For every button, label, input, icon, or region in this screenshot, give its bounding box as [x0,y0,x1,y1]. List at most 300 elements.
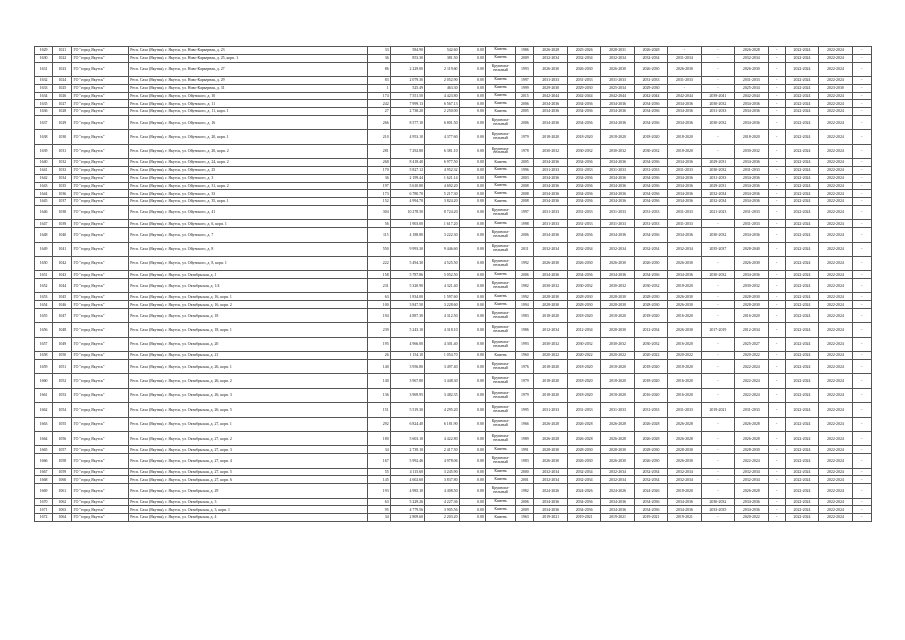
table-cell-address: Респ. Саха (Якутия), г. Якутск, ул. Октябрьская, д. 21 [129,352,368,360]
table-cell-area-3: 381.50 [425,54,459,62]
table-cell-area-1: 152 [368,198,390,206]
table-cell-period-11: - [852,309,871,323]
table-cell-period-10: 2022-2024 [819,76,852,84]
table-cell-year-built: 2006 [516,498,534,506]
table-cell-period-11: - [852,205,871,219]
table-cell-period-1: 2034-2036 [534,182,567,190]
table-row [35,220,872,228]
table-cell-period-7: 2031-2033 [735,220,768,228]
table-cell-address: Респ. Саха (Якутия), г. Якутск, ул. Октябрьская, д. 1/4 [129,279,368,293]
table-cell-area-3: 4 227.36 [425,498,459,506]
table-cell-period-10: 2022-2024 [819,271,852,279]
table-cell-period-2: 2019-2021 [567,514,600,522]
table-cell-period-11: - [852,323,871,337]
table-cell-period-11: - [852,454,871,468]
table-cell-period-1: 2028-2030 [534,301,567,309]
table-cell-row-no: 1647 [35,220,53,228]
table-cell-area-2: 3 956.80 [390,360,424,374]
table-cell-address: Респ. Саха (Якутия), г. Якутск, ул. Октябрьская, д. 27, корп. 6 [129,476,368,484]
table-cell-area-1: 34 [368,514,390,522]
table-cell-period-7: 2026-2028 [735,47,768,55]
table-cell-address: Респ. Саха (Якутия), г. Якутск, ул. Октябрьская, д. 18 [129,309,368,323]
table-cell-period-6: - [701,84,734,92]
table-cell-municipality: ГО "город Якутск" [72,92,129,100]
table-cell-period-2: 2034-2036 [567,190,600,198]
table-cell-area-2: 5 787.86 [390,271,424,279]
table-cell-municipality: ГО "город Якутск" [72,352,129,360]
table-cell-period-8: - [768,92,785,100]
table-cell-period-4: 2030-2032 [634,279,667,293]
table-row [35,198,872,206]
table-cell-area-1: 173 [368,190,390,198]
table-cell-period-6: 2030-2032 [701,498,734,506]
table-cell-area-1: 239 [368,323,390,337]
table-cell-period-7: 2020-2022 [735,352,768,360]
table-cell-area-1: 174 [368,92,390,100]
table-cell-row-no: 1634 [35,92,53,100]
table-cell-row-no: 1651 [35,271,53,279]
table-cell-address: Респ. Саха (Якутия), г. Якутск, ул. Ойунского, д. 20, корп. 1 [129,130,368,144]
table-cell-area-3: 6 181.90 [425,417,459,431]
table-cell-period-9: 2022-2024 [785,256,818,270]
table-cell-area-2: 1 154.10 [390,352,424,360]
table-cell-area-4: 0.00 [459,190,485,198]
table-cell-period-7: 2022-2024 [735,360,768,374]
table-cell-row-no: 1657 [35,337,53,351]
table-cell-period-10: 2022-2024 [819,431,852,445]
table-cell-period-4: 2020-2022 [634,352,667,360]
table-cell-area-2: 4 966.00 [390,337,424,351]
table-cell-period-3: 2034-2036 [601,228,634,242]
table-cell-period-11: - [852,174,871,182]
table-cell-period-10: 2022-2024 [819,484,852,498]
table-cell-area-3: 463.30 [425,84,459,92]
table-cell-area-4: 0.00 [459,256,485,270]
table-cell-period-8: - [768,159,785,167]
table-cell-address: Респ. Саха (Якутия), г. Якутск, ул. Октябрьская, д. 27, корп. 1 [129,417,368,431]
table-cell-period-3: 2019-2021 [601,514,634,522]
table-cell-period-9: 2022-2024 [785,198,818,206]
table-cell-period-10: 2022-2024 [819,388,852,402]
table-cell-period-9: 2022-2024 [785,337,818,351]
table-cell-period-2: 2018-2020 [567,388,600,402]
table-cell-period-9: 2022-2024 [785,62,818,76]
table-cell-period-11: - [852,446,871,454]
table-cell-period-10: 2022-2024 [819,514,852,522]
table-cell-period-4: 2034-2036 [634,159,667,167]
table-cell-row-no: 1630 [35,54,53,62]
table-cell-period-4: 2028-2030 [634,446,667,454]
table-cell-address: Респ. Саха (Якутия), г. Якутск, ул. Ойунского, д. 8 [129,242,368,256]
table-cell-period-9: 2022-2024 [785,108,818,116]
table-cell-period-6: - [701,417,734,431]
table-cell-period-6: - [701,47,734,55]
table-cell-period-11: - [852,476,871,484]
table-cell-area-2: 525.49 [390,84,424,92]
table-cell-period-10: 2022-2024 [819,144,852,158]
table-cell-address: Респ. Саха (Якутия), г. Якутск, ул. Ойунского, д. 10 [129,92,368,100]
table-cell-period-2: 2018-2020 [567,309,600,323]
table-cell-year-built: 1978 [516,144,534,158]
table-cell-area-3: 3 222.30 [425,228,459,242]
table-row [35,100,872,108]
table-cell-area-4: 0.00 [459,337,485,351]
table-cell-wall-material: Камень [485,352,515,360]
table-cell-object-id: 1052 [53,374,72,388]
table-cell-period-2: 2031-2033 [567,205,600,219]
table-cell-period-9: 2022-2024 [785,130,818,144]
table-cell-period-2: 2029-2030 [567,84,600,92]
table-cell-period-1: 2018-2020 [534,309,567,323]
table-cell-period-9: 2022-2024 [785,190,818,198]
table-cell-area-3: 542.60 [425,47,459,55]
table-cell-wall-material: Камень [485,190,515,198]
table-cell-period-4: 2026-2030 [634,454,667,468]
table-cell-area-1: 140 [368,374,390,388]
table-cell-period-1: 2026-2028 [534,417,567,431]
table-cell-period-11: - [852,108,871,116]
table-cell-area-2: 1 903.00 [390,220,424,228]
table-cell-object-id: 1047 [53,309,72,323]
table-cell-wall-material: Крупнопа-нельный [485,388,515,402]
table-cell-area-1: 1 [368,84,390,92]
table-cell-period-3: 2034-2036 [601,174,634,182]
table-row [35,476,872,484]
table-cell-period-5: 2034-2036 [668,498,701,506]
table-cell-period-5: 2026-2030 [668,256,701,270]
table-cell-period-10: 2022-2024 [819,454,852,468]
table-cell-period-5: 2032-2034 [668,468,701,476]
table-cell-municipality: ГО "город Якутск" [72,198,129,206]
table-row [35,271,872,279]
table-cell-year-built: 1982 [516,279,534,293]
table-cell-period-2: 2034-2036 [567,108,600,116]
table-cell-area-3: 4 422.80 [425,431,459,445]
table-cell-period-9: 2022-2024 [785,159,818,167]
table-cell-area-2: 584.90 [390,47,424,55]
table-cell-area-3: 4 301.40 [425,337,459,351]
document-page [34,46,872,522]
table-cell-year-built: 2006 [516,115,534,129]
table-cell-area-1: 63 [368,498,390,506]
table-cell-municipality: ГО "город Якутск" [72,446,129,454]
table-cell-area-4: 0.00 [459,198,485,206]
table-cell-period-5: 2026-2030 [668,301,701,309]
table-cell-wall-material: Камень [485,301,515,309]
table-cell-period-4: 2034-2036 [634,228,667,242]
table-cell-period-5: 2026-2030 [668,323,701,337]
table-cell-period-3: 2034-2036 [601,271,634,279]
table-cell-wall-material: Камень [485,84,515,92]
table-cell-period-1: 2032-2034 [534,476,567,484]
table-cell-period-11: - [852,506,871,514]
table-cell-period-1: 2026-2030 [534,454,567,468]
table-cell-object-id: 1045 [53,293,72,301]
table-cell-period-6: 2030-2032 [701,100,734,108]
table-cell-area-4: 0.00 [459,182,485,190]
table-cell-area-2: 3 967.80 [390,374,424,388]
table-cell-address: Респ. Саха (Якутия), г. Якутск, ул. Ойунского, д. 20, корп. 2 [129,144,368,158]
table-cell-period-7: 2022-2024 [735,388,768,402]
table-cell-year-built: 1983 [516,454,534,468]
table-cell-municipality: ГО "город Якутск" [72,360,129,374]
table-cell-period-3: 2018-2020 [601,309,634,323]
table-cell-row-no: 1670 [35,498,53,506]
table-cell-period-9: 2022-2024 [785,514,818,522]
table-cell-area-4: 0.00 [459,468,485,476]
table-cell-year-built: 1979 [516,388,534,402]
table-cell-area-4: 0.00 [459,403,485,417]
table-row [35,403,872,417]
table-cell-period-6: 2030-2032 [701,228,734,242]
table-cell-municipality: ГО "город Якутск" [72,403,129,417]
table-cell-area-3: 3 837.80 [425,476,459,484]
table-cell-period-5: 2031-2033 [668,220,701,228]
table-cell-period-9: 2022-2024 [785,182,818,190]
table-cell-row-no: 1646 [35,205,53,219]
table-cell-period-4: 2030-2032 [634,144,667,158]
table-cell-period-5: 2020-2022 [668,352,701,360]
table-cell-row-no: 1662 [35,403,53,417]
table-cell-period-7: 2030-2032 [735,144,768,158]
table-cell-municipality: ГО "город Якутск" [72,76,129,84]
table-cell-period-5: 2018-2020 [668,484,701,498]
table-row [35,54,872,62]
table-cell-period-1: 2018-2020 [534,130,567,144]
table-cell-period-10: 2022-2024 [819,228,852,242]
table-cell-period-3: 2028-2030 [601,323,634,337]
table-cell-period-8: - [768,205,785,219]
table-cell-municipality: ГО "город Якутск" [72,279,129,293]
table-cell-row-no: 1633 [35,84,53,92]
table-cell-period-1: 2032-2034 [534,242,567,256]
table-cell-period-7: 2026-2030 [735,256,768,270]
table-cell-area-4: 0.00 [459,115,485,129]
table-cell-period-8: - [768,115,785,129]
table-row [35,301,872,309]
table-cell-period-4: 2018-2020 [634,130,667,144]
table-row [35,454,872,468]
table-cell-period-11: - [852,498,871,506]
table-cell-area-4: 0.00 [459,454,485,468]
table-cell-period-6: 2017-2019 [701,323,734,337]
table-cell-period-8: - [768,360,785,374]
table-cell-area-3: 4 295.20 [425,403,459,417]
table-cell-row-no: 1648 [35,228,53,242]
table-cell-municipality: ГО "город Якутск" [72,108,129,116]
table-cell-wall-material: Камень [485,166,515,174]
table-cell-period-11: - [852,468,871,476]
table-cell-area-2: 8 577.10 [390,115,424,129]
table-cell-wall-material: Крупнопа-нельный [485,242,515,256]
table-cell-year-built: 2006 [516,271,534,279]
table-cell-period-9: 2022-2024 [785,174,818,182]
table-cell-area-4: 0.00 [459,388,485,402]
table-cell-area-3: 1 597.60 [425,293,459,301]
table-cell-period-2: 2026-2028 [567,417,600,431]
table-cell-row-no: 1652 [35,279,53,293]
table-cell-period-6: - [701,360,734,374]
table-cell-object-id: 1028 [53,108,72,116]
table-cell-municipality: ГО "город Якутск" [72,431,129,445]
table-cell-period-5: 2031-2033 [668,76,701,84]
table-cell-period-2: 2042-2044 [567,92,600,100]
table-cell-period-8: - [768,84,785,92]
table-row [35,84,872,92]
table-cell-municipality: ГО "город Якутск" [72,84,129,92]
table-cell-row-no: 1629 [35,47,53,55]
table-cell-period-6: 2030-2032 [701,115,734,129]
table-cell-area-1: 281 [368,144,390,158]
table-cell-period-3: 2018-2020 [601,130,634,144]
table-cell-period-1: 2034-2036 [534,198,567,206]
table-cell-area-1: 33 [368,47,390,55]
table-row [35,256,872,270]
table-cell-area-3: 4 978.06 [425,454,459,468]
table-row [35,62,872,76]
table-cell-area-4: 0.00 [459,484,485,498]
table-cell-period-1: 2034-2036 [534,228,567,242]
table-cell-period-3: 2026-2028 [601,431,634,445]
table-cell-object-id: 1048 [53,323,72,337]
table-cell-area-4: 0.00 [459,506,485,514]
table-cell-area-2: 4 779.56 [390,506,424,514]
table-cell-area-1: 140 [368,360,390,374]
table-cell-period-9: 2022-2024 [785,374,818,388]
table-cell-area-2: 5 519.30 [390,403,424,417]
table-cell-year-built: 1998 [516,220,534,228]
table-cell-period-1: 2031-2033 [534,403,567,417]
table-cell-period-8: - [768,323,785,337]
table-cell-period-6: - [701,468,734,476]
table-cell-period-8: - [768,279,785,293]
table-cell-period-7: 2018-2020 [735,130,768,144]
table-cell-period-1: 2034-2036 [534,159,567,167]
table-cell-period-4: 2042-2044 [634,92,667,100]
table-cell-period-4: 2019-2021 [634,514,667,522]
table-cell-municipality: ГО "город Якутск" [72,476,129,484]
table-cell-area-4: 0.00 [459,166,485,174]
table-cell-period-8: - [768,446,785,454]
table-cell-area-4: 0.00 [459,159,485,167]
table-cell-period-10: 2022-2024 [819,242,852,256]
table-cell-period-7: 2031-2033 [735,166,768,174]
table-cell-wall-material: Крупнопа-нельный [485,374,515,388]
table-cell-row-no: 1650 [35,256,53,270]
table-cell-period-2: 2031-2033 [567,403,600,417]
table-cell-area-2: 4 188.80 [390,228,424,242]
table-cell-period-6: 2030-2032 [701,166,734,174]
table-cell-period-2: 2020-2022 [567,352,600,360]
table-cell-period-3: 2030-2032 [601,337,634,351]
table-cell-object-id: 1055 [53,417,72,431]
table-cell-period-2: 2026-2028 [567,431,600,445]
table-cell-year-built: 1986 [516,47,534,55]
table-cell-period-9: 2022-2024 [785,100,818,108]
table-cell-area-2: 4 985.10 [390,484,424,498]
table-cell-year-built: 2005 [516,108,534,116]
table-cell-wall-material: Крупнопа-нельный [485,256,515,270]
table-cell-period-4: 2034-2036 [634,271,667,279]
table-cell-period-6: 2033-2035 [701,506,734,514]
table-cell-area-2: 4 887.30 [390,309,424,323]
table-cell-period-11: - [852,271,871,279]
table-row [35,374,872,388]
table-cell-area-2: 7 551.50 [390,92,424,100]
table-cell-period-8: - [768,182,785,190]
table-cell-period-7: 2034-2036 [735,100,768,108]
table-row [35,446,872,454]
table-cell-object-id: 1062 [53,498,72,506]
table-cell-period-3: 2030-2032 [601,144,634,158]
table-cell-period-3: 2034-2036 [601,182,634,190]
table-cell-area-1: 158 [368,271,390,279]
table-cell-address: Респ. Саха (Якутия), г. Якутск, ул. Ново-Карьерная, д. 23 [129,47,368,55]
table-cell-period-6: 2031-2033 [701,108,734,116]
table-cell-year-built: 1999 [516,84,534,92]
table-cell-period-3: 2034-2036 [601,498,634,506]
table-cell-period-1: 2012-2034 [534,323,567,337]
table-row [35,352,872,360]
table-cell-year-built: 1993 [516,62,534,76]
table-cell-period-1: 2034-2036 [534,174,567,182]
table-cell-period-10: 2022-2024 [819,403,852,417]
table-cell-wall-material: Крупнопа-нельный [485,228,515,242]
table-cell-area-1: 550 [368,242,390,256]
table-cell-period-1: 2026-2028 [534,47,567,55]
table-cell-period-11: - [852,198,871,206]
table-cell-area-1: 195 [368,337,390,351]
table-cell-period-5: 2034-2036 [668,271,701,279]
table-cell-period-2: 2034-2036 [567,159,600,167]
table-cell-area-4: 0.00 [459,352,485,360]
table-cell-address: Респ. Саха (Якутия), г. Якутск, ул. Октябрьская, д. 27, корп. 2 [129,431,368,445]
table-cell-period-7: 2034-2036 [735,159,768,167]
table-cell-area-1: 136 [368,388,390,402]
table-cell-period-5: 2018-2020 [668,144,701,158]
table-cell-address: Респ. Саха (Якутия), г. Якутск, ул. Октябрьская, д. 3 [129,498,368,506]
table-cell-area-1: 145 [368,476,390,484]
table-cell-row-no: 1669 [35,484,53,498]
table-cell-period-5: 2016-2020 [668,337,701,351]
table-cell-period-4: 2028-2030 [634,301,667,309]
table-cell-period-5: 2026-2030 [668,62,701,76]
table-cell-period-3: 2025-2034 [601,84,634,92]
table-cell-area-3: 8 724.20 [425,205,459,219]
table-cell-object-id: 1038 [53,205,72,219]
table-cell-period-4: 2031-2033 [634,403,667,417]
table-cell-period-9: 2022-2024 [785,388,818,402]
table-cell-period-10: 2022-2024 [819,323,852,337]
table-cell-year-built: 2009 [516,54,534,62]
table-cell-area-4: 0.00 [459,174,485,182]
table-cell-period-3: 2026-2030 [601,256,634,270]
table-cell-period-5: 2016-2020 [668,374,701,388]
table-cell-period-1: 2026-2030 [534,256,567,270]
table-cell-period-4: 2034-2036 [634,115,667,129]
table-cell-period-8: - [768,484,785,498]
table-cell-year-built: 1997 [516,76,534,84]
table-cell-period-1: 2031-2033 [534,76,567,84]
table-cell-municipality: ГО "город Якутск" [72,166,129,174]
table-cell-period-6: - [701,454,734,468]
table-cell-period-1: 2030-2032 [534,144,567,158]
table-cell-period-9: 2022-2024 [785,352,818,360]
table-cell-period-5: 2034-2036 [668,159,701,167]
table-row [35,159,872,167]
table-cell-period-11: - [852,130,871,144]
table-cell-object-id: 1029 [53,115,72,129]
